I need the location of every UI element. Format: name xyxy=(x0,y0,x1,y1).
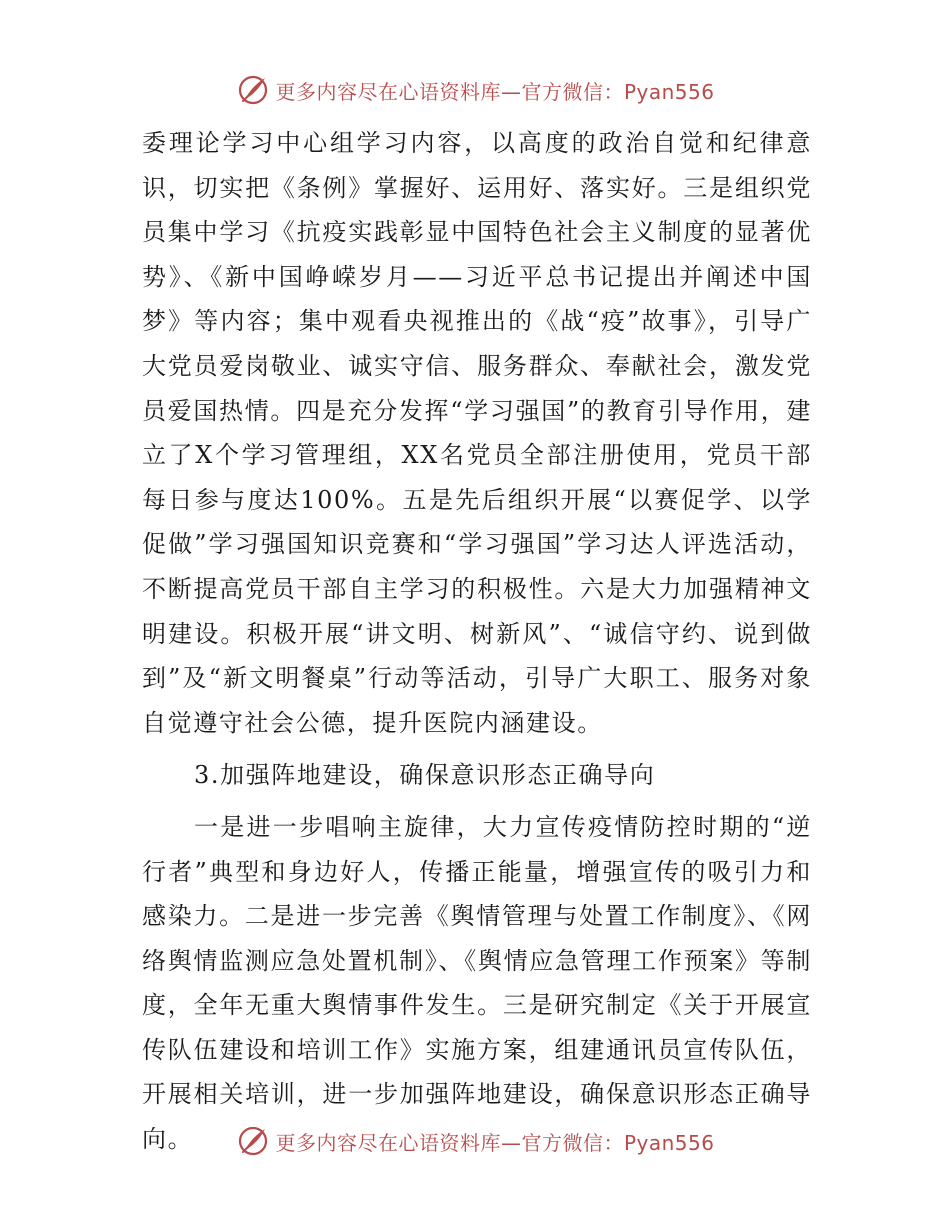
feather-logo-icon xyxy=(235,1123,271,1159)
watermark-text: 更多内容尽在心语资料库—官方微信：Pyan556 xyxy=(275,79,715,104)
watermark-text: 更多内容尽在心语资料库—官方微信：Pyan556 xyxy=(275,1130,715,1155)
header-watermark xyxy=(0,70,950,110)
section-heading: 3.加强阵地建设，确保意识形态正确导向 xyxy=(194,761,656,790)
feather-logo-icon xyxy=(235,72,271,108)
footer-watermark xyxy=(0,1121,950,1161)
paragraph-section-3: 一是进一步唱响主旋律，大力宣传疫情防控时期的“逆行者”典型和身边好人，传播正能量，增强宣传的吸引力和感染力。二是进一步完善《舆情管理与处置工作制度》、《网络舆情监测应急处置机制》、《舆情应急管理工作预案》等制度，全年无重大舆情事件发生。三是研究制定《关于开展宣传队伍建设和培训工作》实施方案，组建通讯员宣传队伍，开展相关培训，进一步加强阵地建设，确保意识形态正确导向。 xyxy=(142,812,812,1154)
document-body xyxy=(142,121,812,1162)
paragraph-continued: 委理论学习中心组学习内容，以高度的政治自觉和纪律意识，切实把《条例》掌握好、运用好、落实好。三是组织党员集中学习《抗疫实践彰显中国特色社会主义制度的显著优势》、《新中国峥嵘岁月——习近平总书记提出并阐述中国梦》等内容；集中观看央视推出的《战“疫”故事》，引导广大党员爱岗敬业、诚实守信、服务群众、奉献社会，激发党员爱国热情。四是充分发挥“学习强国”的教育引导作用，建立了X个学习管理组，XX名党员全部注册使用，党员干部每日参与度达100%。五是先后组织开展“以赛促学、以学促做”学习强国知识竞赛和“学习强国”学习达人评选活动，不断提高党员干部自主学习的积极性。六是大力加强精神文明建设。积极开展“讲文明、树新风”、“诚信守约、说到做到”及“新文明餐桌”行动等活动，引导广大职工、服务对象自觉遵守社会公德，提升医院内涵建设。 xyxy=(142,129,812,737)
